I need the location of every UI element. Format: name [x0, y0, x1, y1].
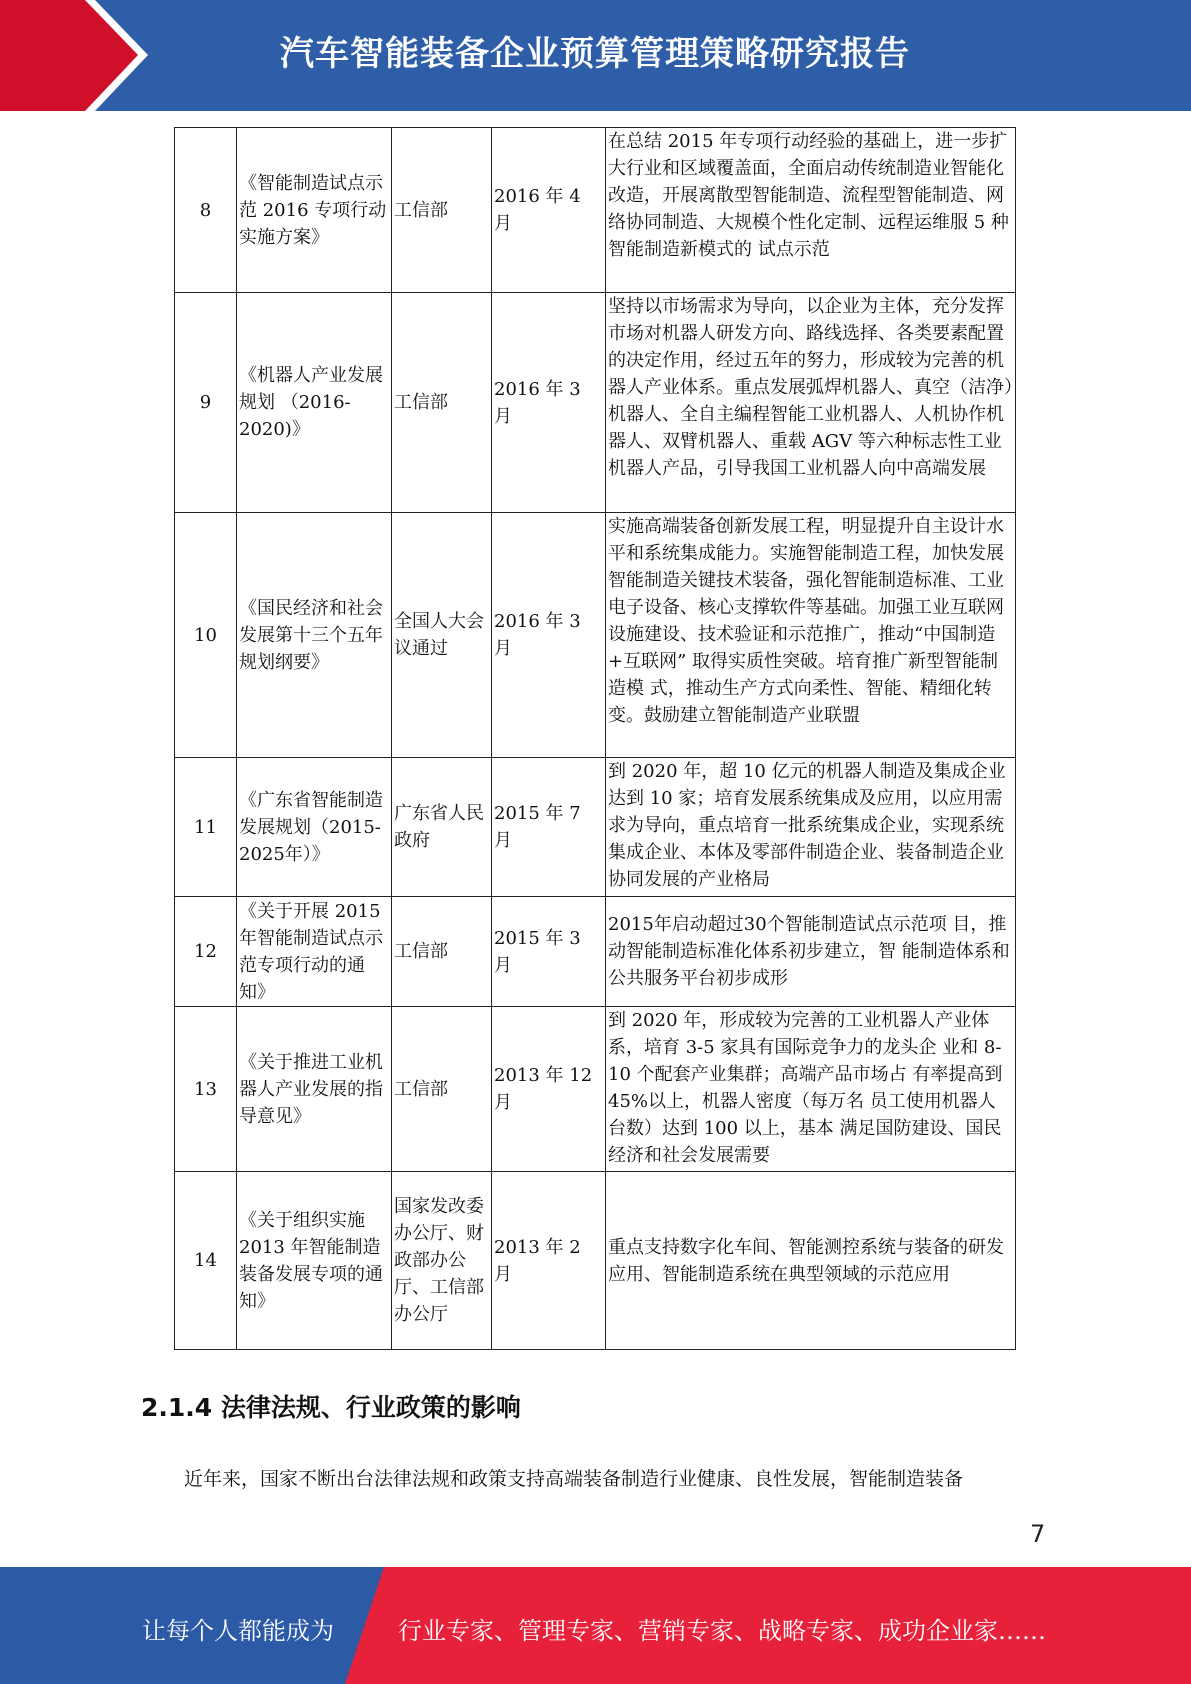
issuing-department: 国家发改委办公厅、财政部办公厅、工信部办公厅 — [392, 1172, 492, 1350]
page-footer — [0, 1567, 1191, 1684]
row-number: 10 — [175, 513, 237, 758]
policy-name: 《关于组织实施 2013 年智能制造装备发展专项的通知》 — [237, 1172, 392, 1350]
body-paragraph: 近年来，国家不断出台法律法规和政策支持高端装备制造行业健康、良性发展，智能制造装备 — [184, 1468, 964, 1490]
issuing-department: 全国人大会议通过 — [392, 513, 492, 758]
policy-name: 《国民经济和社会发展第十三个五年规划纲要》 — [237, 513, 392, 758]
table-row — [175, 1007, 1016, 1172]
row-number: 8 — [175, 128, 237, 293]
policy-description: 到 2020 年，形成较为完善的工业机器人产业体系，培育 3-5 家具有国际竞争力的龙头企 业和 8-10 个配套产业集群；高端产品市场占 有率提高到 45%以上，机器人密度（每万名 员工使用机器人台数）达到 100 以上，基本 满足国防建设、国民经济和社会发展需要 — [606, 1007, 1016, 1172]
policy-name: 《关于开展 2015 年智能制造试点示范专项行动的通知》 — [237, 897, 392, 1007]
row-number: 12 — [175, 897, 237, 1007]
row-number: 9 — [175, 293, 237, 513]
policy-description: 重点支持数字化车间、智能测控系统与装备的研发应用、智能制造系统在典型领域的示范应用 — [606, 1172, 1016, 1350]
issue-date: 2015 年 3 月 — [492, 897, 606, 1007]
policy-description: 2015年启动超过30个智能制造试点示范项 目，推动智能制造标准化体系初步建立，智 能制造体系和公共服务平台初步成形 — [606, 897, 1016, 1007]
table-row — [175, 513, 1016, 758]
row-number: 13 — [175, 1007, 237, 1172]
table-row — [175, 1172, 1016, 1350]
table-row — [175, 897, 1016, 1007]
policy-description: 到 2020 年，超 10 亿元的机器人制造及集成企业达到 10 家；培育发展系统集成及应用，以应用需求为导向，重点培育一批系统集成企业，实现系统集成企业、本体及零部件制造企业、装备制造企业协同发展的产业格局 — [606, 758, 1016, 897]
issuing-department: 工信部 — [392, 897, 492, 1007]
issuing-department: 工信部 — [392, 293, 492, 513]
issue-date: 2015 年 7 月 — [492, 758, 606, 897]
policy-description: 实施高端装备创新发展工程，明显提升自主设计水平和系统集成能力。实施智能制造工程，加快发展智能制造关键技术装备，强化智能制造标准、工业电子设备、核心支撑软件等基础。加强工业互联网设施建设、技术验证和示范推广，推动“中国制造+互联网” 取得实质性突破。培育推广新型智能制造模 式，推动生产方式向柔性、智能、精细化转 变。鼓励建立智能制造产业联盟 — [606, 513, 1016, 758]
policy-name: 《关于推进工业机器人产业发展的指导意见》 — [237, 1007, 392, 1172]
page-number: 7 — [1030, 1520, 1046, 1548]
footer-slogan-left: 让每个人都能成为 — [142, 1617, 334, 1645]
footer-slogan-right: 行业专家、管理专家、营销专家、战略专家、成功企业家…… — [398, 1617, 1046, 1645]
policy-description: 坚持以市场需求为导向，以企业为主体，充分发挥市场对机器人研发方向、路线选择、各类要素配置的决定作用，经过五年的努力，形成较为完善的机器人产业体系。重点发展弧焊机器人、真空（洁净）机器人、全自主编程智能工业机器人、人机协作机器人、双臂机器人、重载 AGV 等六种标志性工业机器人产品，引导我国工业机器人向中高端发展 — [606, 293, 1016, 513]
policy-table — [174, 127, 1016, 1350]
issue-date: 2016 年 4 月 — [492, 128, 606, 293]
section-heading: 2.1.4 法律法规、行业政策的影响 — [141, 1393, 521, 1422]
report-title: 汽车智能装备企业预算管理策略研究报告 — [280, 34, 910, 74]
policy-name: 《智能制造试点示范 2016 专项行动实施方案》 — [237, 128, 392, 293]
policy-description: 在总结 2015 年专项行动经验的基础上，进一步扩大行业和区域覆盖面，全面启动传统制造业智能化改造，开展离散型智能制造、流程型智能制造、网络协同制造、大规模个性化定制、远程运维服 5 种智能制造新模式的 试点示范 — [606, 128, 1016, 293]
issuing-department: 广东省人民政府 — [392, 758, 492, 897]
row-number: 11 — [175, 758, 237, 897]
issue-date: 2013 年 12 月 — [492, 1007, 606, 1172]
issue-date: 2016 年 3 月 — [492, 513, 606, 758]
policy-name: 《机器人产业发展规划 （2016-2020)》 — [237, 293, 392, 513]
table-row — [175, 128, 1016, 293]
header-red-chevron — [0, 0, 150, 111]
row-number: 14 — [175, 1172, 237, 1350]
table-row — [175, 758, 1016, 897]
issue-date: 2016 年 3 月 — [492, 293, 606, 513]
issuing-department: 工信部 — [392, 128, 492, 293]
table-row — [175, 293, 1016, 513]
page-header — [0, 0, 1191, 111]
issue-date: 2013 年 2 月 — [492, 1172, 606, 1350]
policy-name: 《广东省智能制造发展规划（2015-2025年）》 — [237, 758, 392, 897]
issuing-department: 工信部 — [392, 1007, 492, 1172]
